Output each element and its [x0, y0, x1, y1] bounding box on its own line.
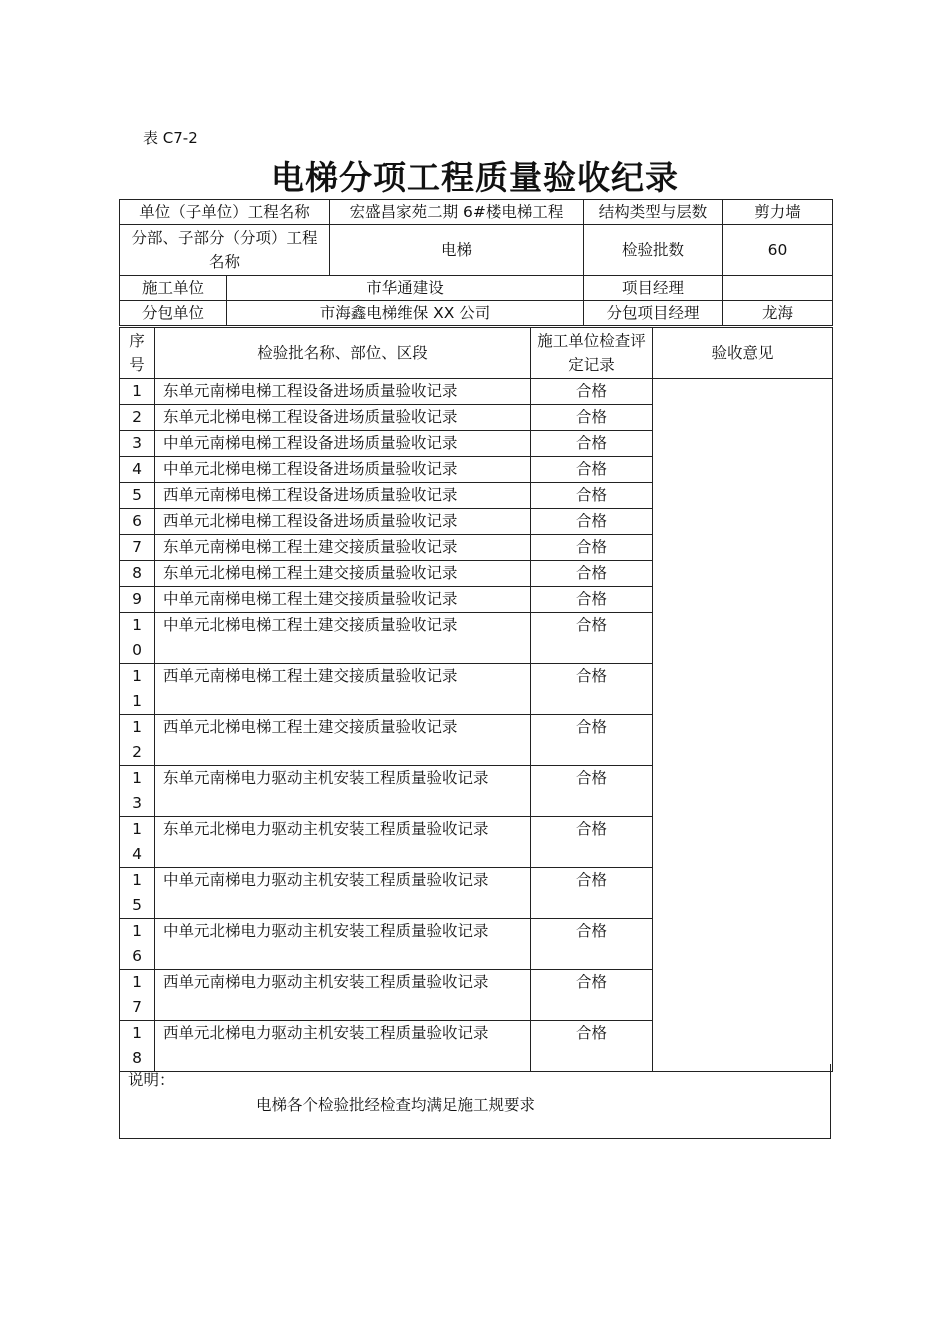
sub-pm-value: 龙海: [723, 301, 833, 326]
row-seq: 17: [120, 970, 155, 1021]
project-info-table: [119, 199, 833, 326]
note-section: [119, 1064, 831, 1139]
row-seq: 3: [120, 431, 155, 457]
row-name: 西单元南梯电梯工程设备进场质量验收记录: [155, 483, 531, 509]
pm-label: 项目经理: [584, 276, 723, 301]
row-name: 东单元北梯电梯工程设备进场质量验收记录: [155, 405, 531, 431]
row-seq: 2: [120, 405, 155, 431]
row-result: 合格: [531, 919, 653, 970]
batch-count-label: 检验批数: [584, 225, 723, 276]
row-result: 合格: [531, 715, 653, 766]
row-result: 合格: [531, 817, 653, 868]
col-header-name: 检验批名称、部位、区段: [155, 328, 531, 379]
row-name: 西单元北梯电梯工程设备进场质量验收记录: [155, 509, 531, 535]
row-seq: 10: [120, 613, 155, 664]
row-name: 东单元南梯电梯工程设备进场质量验收记录: [155, 379, 531, 405]
subcontractor-value: 市海鑫电梯维保 XX 公司: [227, 301, 584, 326]
row-seq: 8: [120, 561, 155, 587]
row-result: 合格: [531, 868, 653, 919]
row-seq: 15: [120, 868, 155, 919]
row-result: 合格: [531, 405, 653, 431]
row-seq: 11: [120, 664, 155, 715]
row-name: 西单元北梯电梯工程土建交接质量验收记录: [155, 715, 531, 766]
row-name: 西单元南梯电力驱动主机安装工程质量验收记录: [155, 970, 531, 1021]
row-name: 东单元南梯电力驱动主机安装工程质量验收记录: [155, 766, 531, 817]
row-result: 合格: [531, 379, 653, 405]
col-header-check: 施工单位检查评定记录: [531, 328, 653, 379]
row-result: 合格: [531, 561, 653, 587]
row-name: 西单元南梯电梯工程土建交接质量验收记录: [155, 664, 531, 715]
row-seq: 13: [120, 766, 155, 817]
row-seq: 18: [120, 1021, 155, 1072]
row-seq: 12: [120, 715, 155, 766]
row-seq: 7: [120, 535, 155, 561]
contractor-label: 施工单位: [120, 276, 227, 301]
row-name: 东单元北梯电梯工程土建交接质量验收记录: [155, 561, 531, 587]
unit-label: 单位（子单位）工程名称: [120, 200, 330, 225]
row-seq: 1: [120, 379, 155, 405]
sub-project-value: 电梯: [330, 225, 584, 276]
opinion-cell: [653, 379, 833, 1072]
sub-project-label: 分部、子部分（分项）工程名称: [120, 225, 330, 276]
row-name: 中单元北梯电力驱动主机安装工程质量验收记录: [155, 919, 531, 970]
row-seq: 4: [120, 457, 155, 483]
structure-label: 结构类型与层数: [584, 200, 723, 225]
row-name: 中单元南梯电梯工程土建交接质量验收记录: [155, 587, 531, 613]
row-name: 中单元北梯电梯工程土建交接质量验收记录: [155, 613, 531, 664]
row-result: 合格: [531, 664, 653, 715]
col-header-opinion: 验收意见: [653, 328, 833, 379]
row-seq: 9: [120, 587, 155, 613]
batch-count-value: 60: [723, 225, 833, 276]
row-seq: 16: [120, 919, 155, 970]
sub-pm-label: 分包项目经理: [584, 301, 723, 326]
row-result: 合格: [531, 431, 653, 457]
table-row: [120, 379, 833, 405]
row-name: 东单元南梯电梯工程土建交接质量验收记录: [155, 535, 531, 561]
pm-value: [723, 276, 833, 301]
row-result: 合格: [531, 509, 653, 535]
note-label: 说明：: [128, 1071, 175, 1089]
row-name: 中单元北梯电梯工程设备进场质量验收记录: [155, 457, 531, 483]
form-number: 表 C7-2: [143, 129, 198, 147]
col-header-seq: 序号: [120, 328, 155, 379]
inspection-table: [119, 327, 833, 1072]
row-result: 合格: [531, 766, 653, 817]
page-title: 电梯分项工程质量验收纪录: [271, 158, 679, 197]
row-result: 合格: [531, 483, 653, 509]
contractor-value: 市华通建设: [227, 276, 584, 301]
row-seq: 14: [120, 817, 155, 868]
row-result: 合格: [531, 970, 653, 1021]
row-name: 西单元北梯电力驱动主机安装工程质量验收记录: [155, 1021, 531, 1072]
row-result: 合格: [531, 613, 653, 664]
row-result: 合格: [531, 535, 653, 561]
row-name: 东单元北梯电力驱动主机安装工程质量验收记录: [155, 817, 531, 868]
subcontractor-label: 分包单位: [120, 301, 227, 326]
row-result: 合格: [531, 1021, 653, 1072]
note-text: 电梯各个检验批经检查均满足施工规要求: [256, 1096, 536, 1114]
row-seq: 5: [120, 483, 155, 509]
row-result: 合格: [531, 457, 653, 483]
structure-value: 剪力墙: [723, 200, 833, 225]
row-name: 中单元南梯电梯工程设备进场质量验收记录: [155, 431, 531, 457]
unit-value: 宏盛昌家苑二期 6#楼电梯工程: [330, 200, 584, 225]
row-result: 合格: [531, 587, 653, 613]
row-name: 中单元南梯电力驱动主机安装工程质量验收记录: [155, 868, 531, 919]
row-seq: 6: [120, 509, 155, 535]
